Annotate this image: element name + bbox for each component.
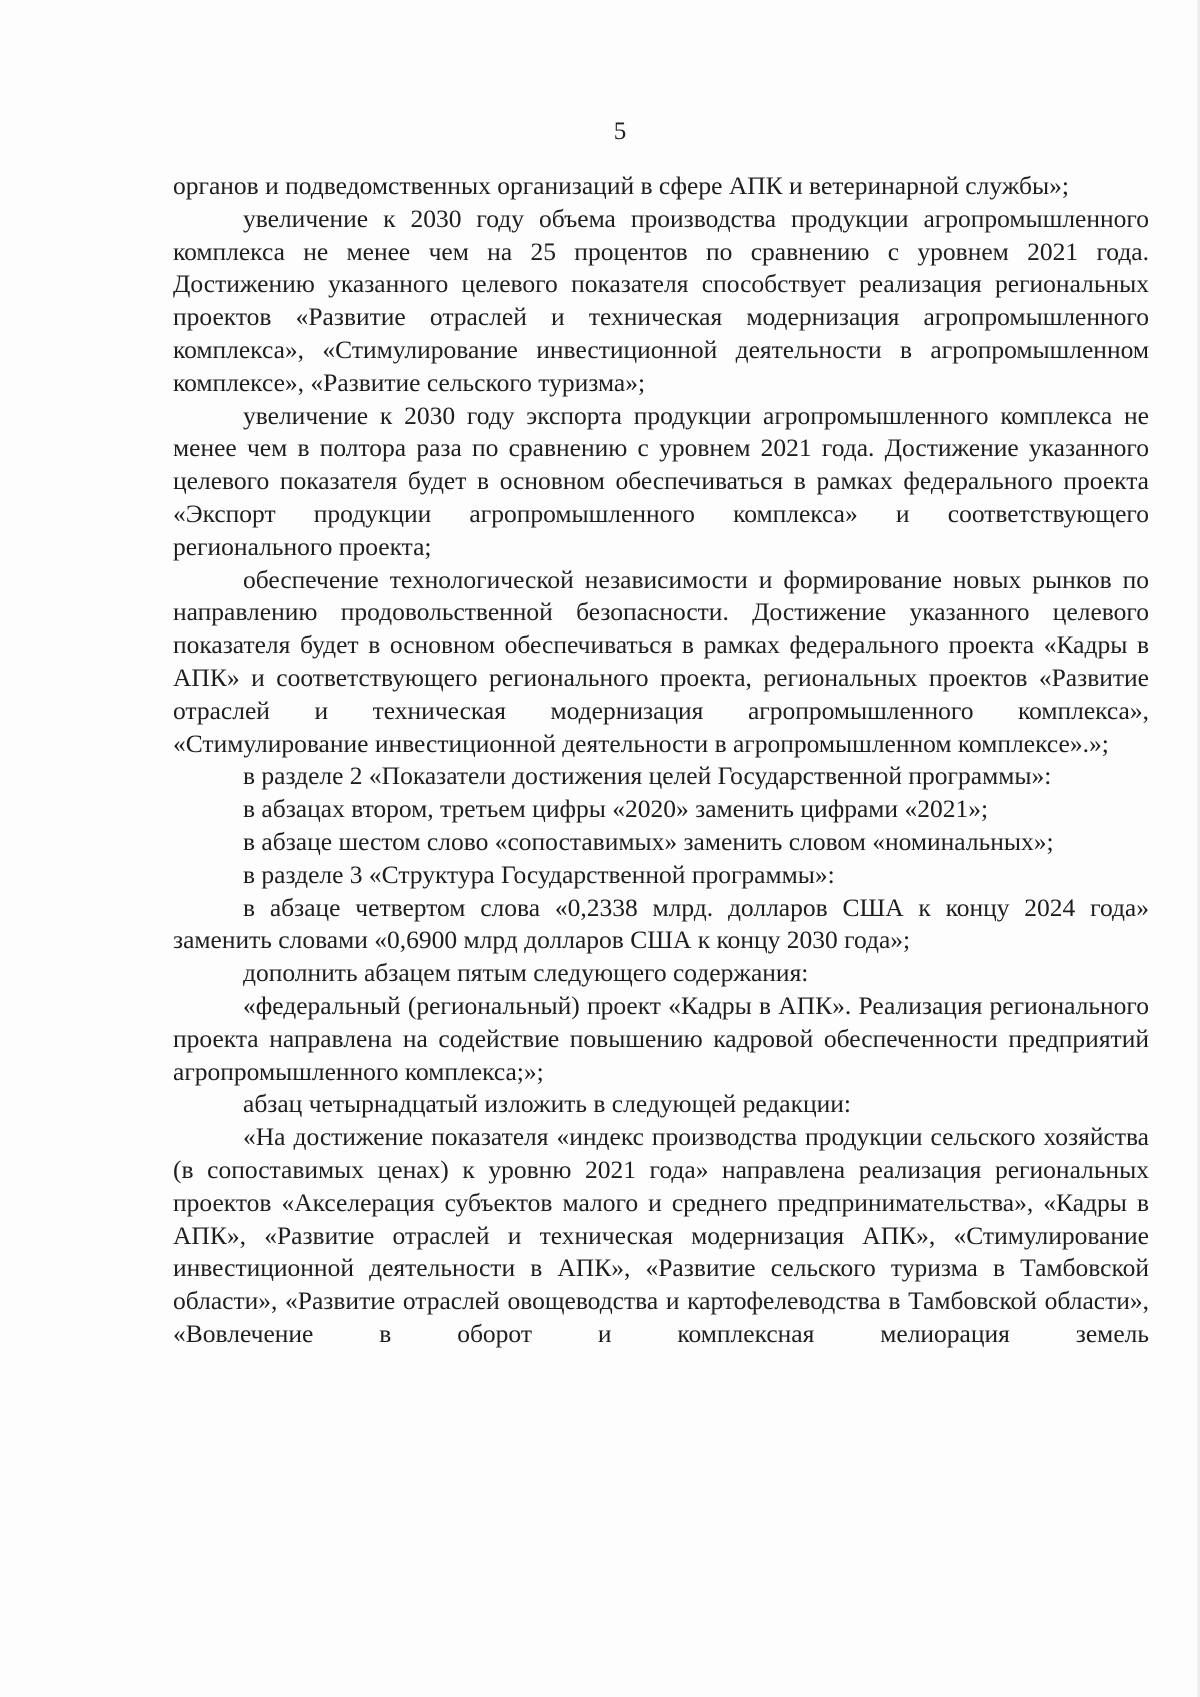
paragraph-continuation: органов и подведомственных организаций в сфере АПК и ветеринарной службы»; [173, 171, 1069, 200]
page-number: 5 [613, 118, 627, 145]
document-body [173, 170, 1149, 1351]
paragraph-add-abzac-5: дополнить абзацем пятым следующего содержания: [243, 958, 809, 988]
paragraph-index-production: «На достижение показателя «индекс производства продукции сельского хозяйства (в сопоставимых ценах) к уровню 2021 года» направлена реализация региональных проектов «Акселерация субъектов малого и среднего предпринимательства», «Кадры в АПК», «Развитие отраслей и техническая модернизация АПК», «Стимулирование инвестиционной деятельности в АПК», «Развитие сельского туризма в Тамбовской области», «Развитие отраслей овощеводства и картофелеводства в Тамбовской области», «Вовлечение в оборот и комплексная мелиорация земель [173, 1122, 1149, 1348]
paragraph-abzac-4: в абзаце четвертом слова «0,2338 млрд. долларов США к концу 2024 года» заменить словами «0,6900 млрд долларов США к концу 2030 года»; [173, 892, 1149, 955]
paragraph-abzac-14: абзац четырнадцатый изложить в следующей редакции: [243, 1089, 852, 1119]
paragraph-section-3: в разделе 3 «Структура Государственной программы»: [243, 859, 835, 889]
paragraph-digits-replace: в абзацах втором, третьем цифры «2020» заменить цифрами «2021»; [243, 794, 989, 824]
paragraph-section-2: в разделе 2 «Показатели достижения целей Государственной программы»: [243, 761, 1052, 791]
paragraph-kadry-project: «федеральный (региональный) проект «Кадры в АПК». Реализация регионального проекта направлена на содействие повышению кадровой обеспеченности предприятий агропромышленного комплекса;»; [173, 990, 1149, 1086]
paragraph-export: увеличение к 2030 году экспорта продукции агропромышленного комплекса не менее чем в полтора раза по сравнению с уровнем 2021 года. Достижение указанного целевого показателя будет в основном обеспечиваться в рамках федерального проекта «Экспорт продукции агропромышленного комплекса» и соответствующего регионального проекта; [173, 400, 1149, 561]
paragraph-production-volume: увеличение к 2030 году объема производства продукции агропромышленного комплекса не менее чем на 25 процентов по сравнению с уровнем 2021 года. Достижению указанного целевого показателя способствует реализация региональных проектов «Развитие отраслей и техническая модернизация агропромышленного комплекса», «Стимулирование инвестиционной деятельности в агропромышленном комплексе», «Развитие сельского туризма»; [173, 203, 1149, 397]
paragraph-tech-independence: обеспечение технологической независимости и формирование новых рынков по направлению продовольственной безопасности. Достижение указанного целевого показателя будет в основном обеспечиваться в рамках федерального проекта «Кадры в АПК» и соответствующего регионального проекта, региональных проектов «Развитие отраслей и техническая модернизация агропромышленного комплекса», «Стимулирование инвестиционной деятельности в агропромышленном комплексе».»; [173, 564, 1149, 758]
paragraph-word-replace: в абзаце шестом слово «сопоставимых» заменить словом «номинальных»; [243, 826, 1054, 856]
